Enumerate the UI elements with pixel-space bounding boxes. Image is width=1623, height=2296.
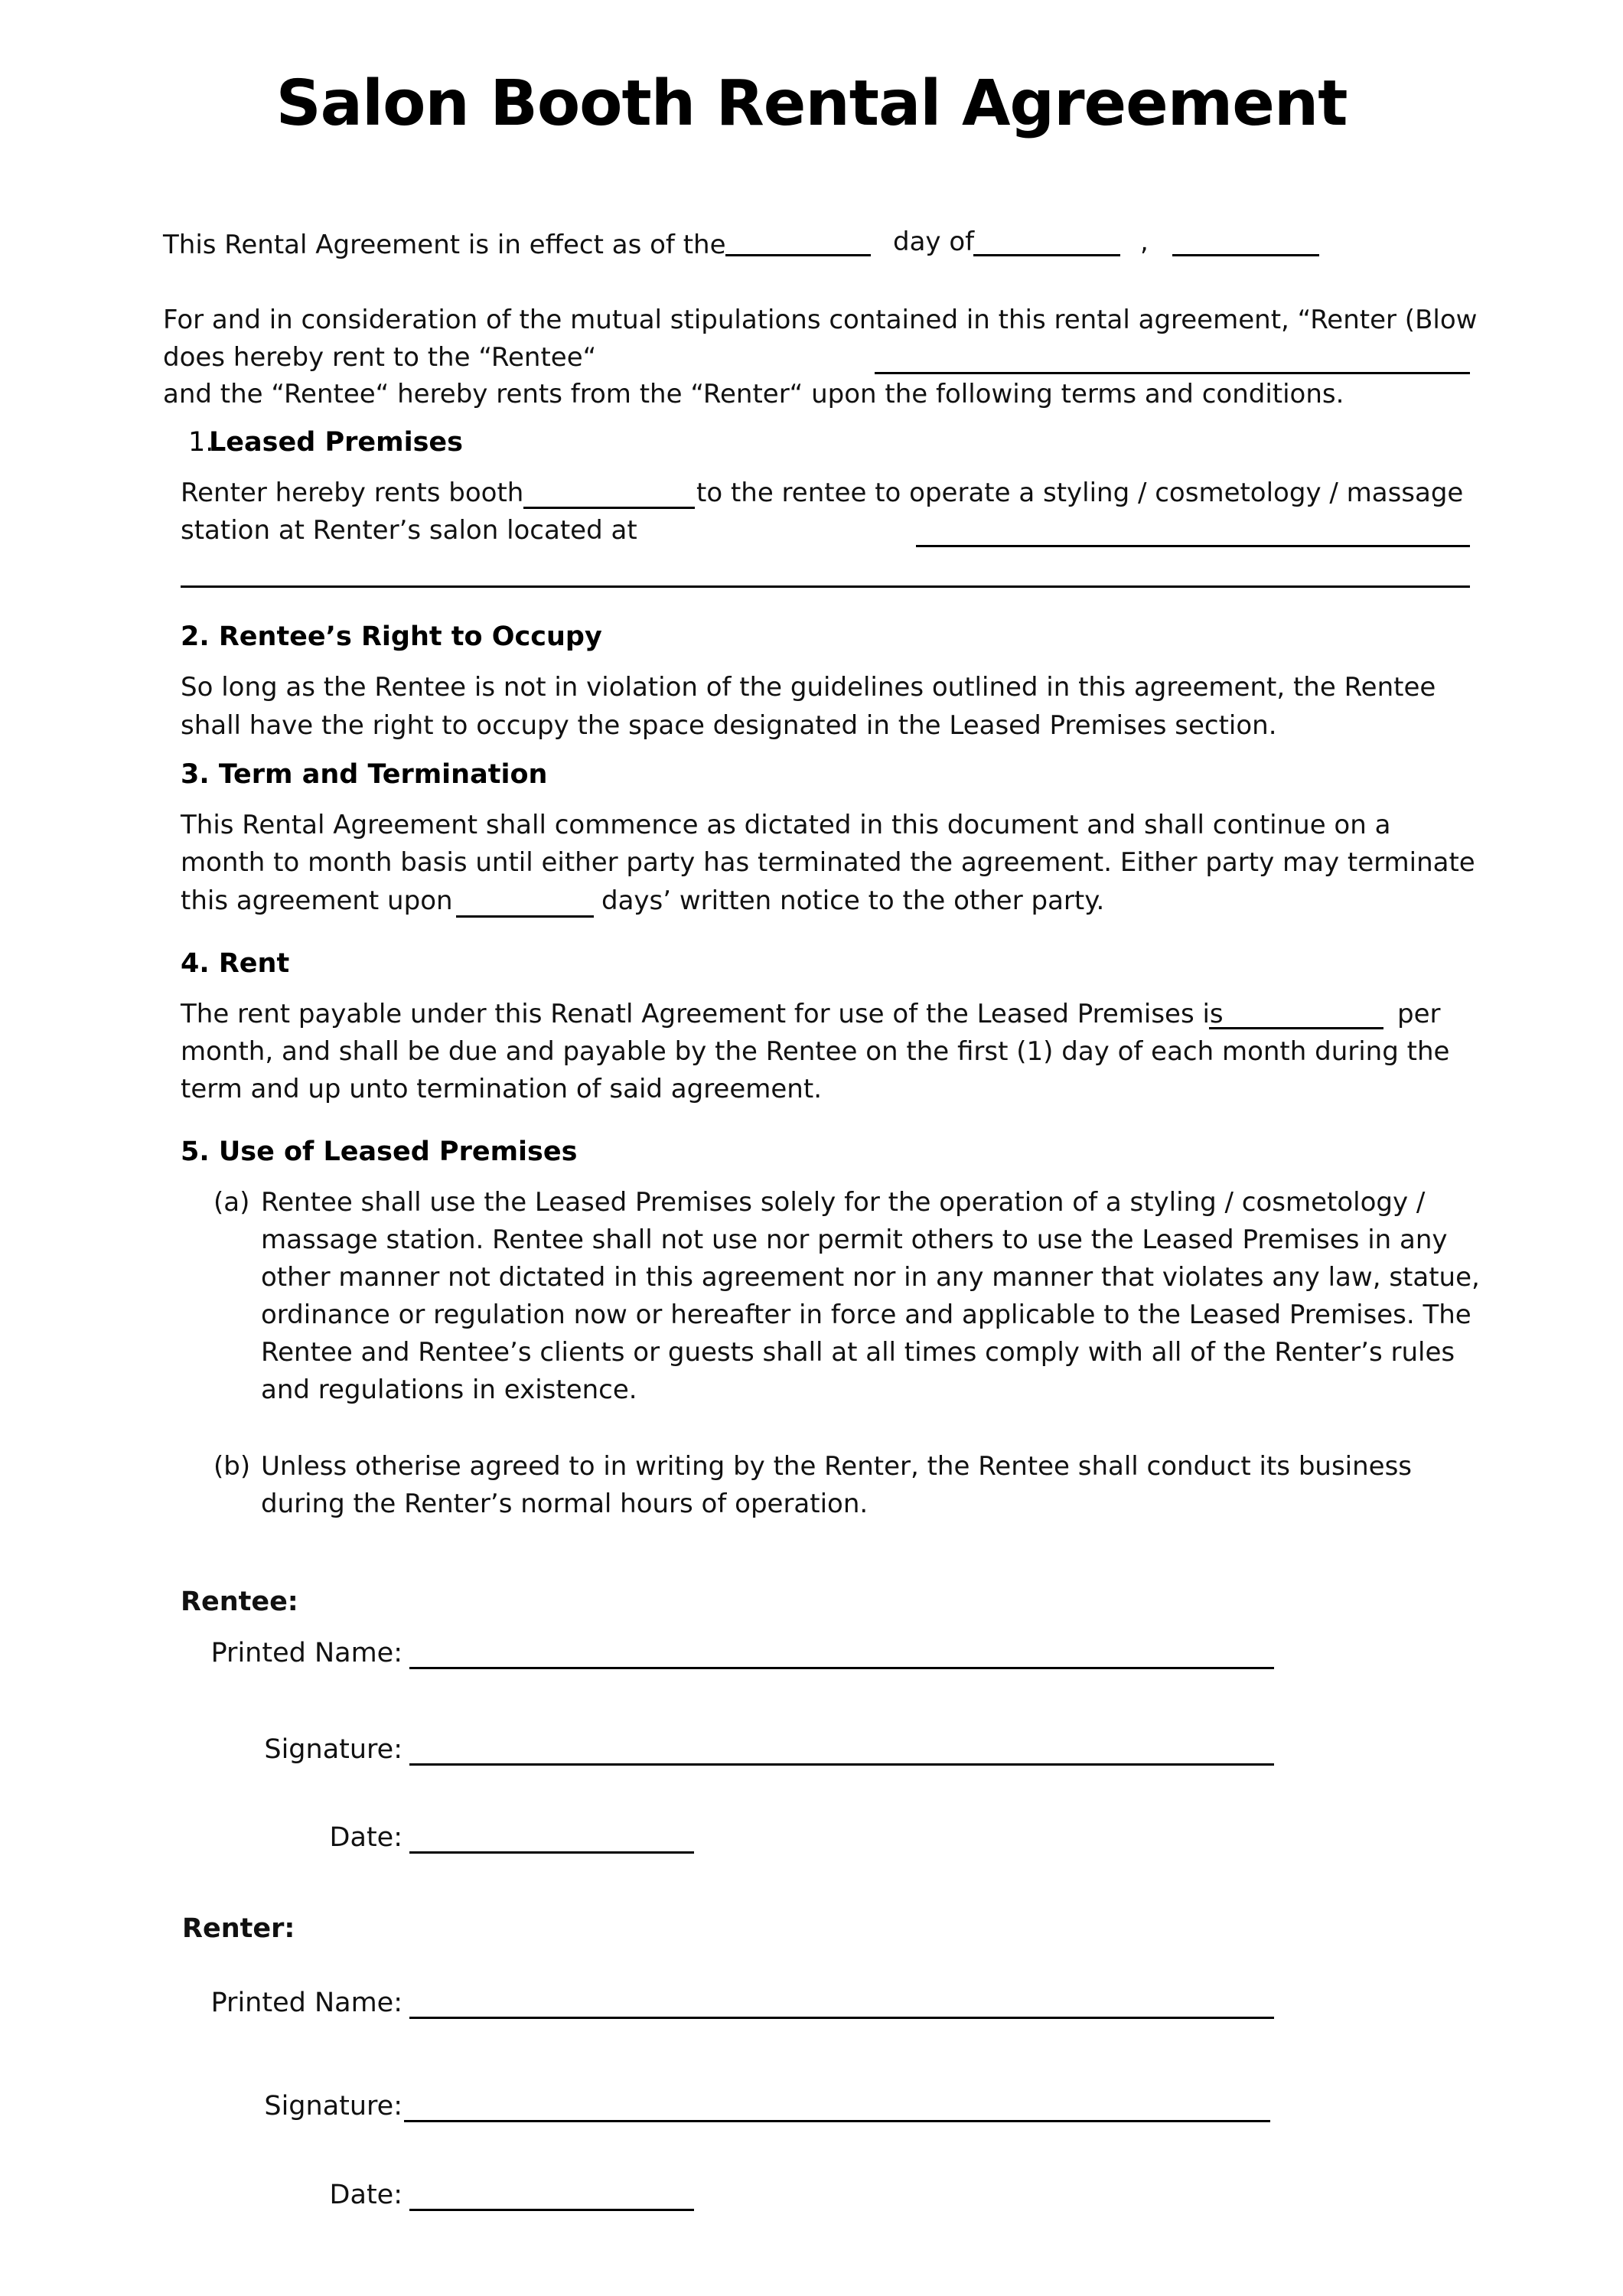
- section-2-heading: 2. Rentee’s Right to Occupy: [181, 621, 602, 652]
- consideration-line-2: does hereby rent to the “Rentee“: [163, 342, 597, 373]
- section-1-line-2: station at Renter’s salon located at: [181, 515, 637, 546]
- salon-address-blank-1[interactable]: [916, 545, 1470, 547]
- renter-printed-name-blank[interactable]: [409, 2017, 1274, 2019]
- renter-date-label: Date:: [329, 2180, 402, 2210]
- consideration-line-1: For and in consideration of the mutual stipulations contained in this rental agreement, “Renter (Blow: [163, 305, 1478, 335]
- section-1-line-1b: to the rentee to operate a styling / cosmetology / massage: [696, 478, 1464, 508]
- rentee-date-blank[interactable]: [409, 1851, 694, 1854]
- rentee-signature-label: Signature:: [264, 1734, 402, 1765]
- section-5b-line: during the Renter’s normal hours of operation.: [261, 1489, 869, 1519]
- section-4-line-2: month, and shall be due and payable by the Rentee on the first (1) day of each month during the: [181, 1036, 1450, 1067]
- section-2-line-2: shall have the right to occupy the space designated in the Leased Premises section.: [181, 710, 1277, 741]
- salon-address-blank-2[interactable]: [181, 585, 1470, 588]
- section-1-heading: Leased Premises: [209, 427, 463, 458]
- section-4-heading: 4. Rent: [181, 948, 290, 979]
- section-3-heading: 3. Term and Termination: [181, 759, 548, 790]
- section-5b-line: Unless otherise agreed to in writing by the Renter, the Rentee shall conduct its business: [261, 1451, 1413, 1482]
- renter-signature-blank[interactable]: [404, 2120, 1270, 2122]
- day-of-label: day of: [893, 227, 975, 257]
- section-1-number: 1.: [188, 427, 214, 458]
- rentee-name-blank[interactable]: [875, 372, 1470, 374]
- section-2-line-1: So long as the Rentee is not in violation of the guidelines outlined in this agreement, the Rentee: [181, 672, 1436, 703]
- renter-signature-label: Signature:: [264, 2091, 402, 2122]
- section-5a-line: Rentee and Rentee’s clients or guests shall at all times comply with all of the Renter’s rules: [261, 1337, 1455, 1368]
- document-title: Salon Booth Rental Agreement: [275, 67, 1348, 140]
- section-3-line-1: This Rental Agreement shall commence as dictated in this document and shall continue on a: [181, 810, 1391, 840]
- notice-days-blank[interactable]: [456, 915, 594, 918]
- rentee-printed-name-label: Printed Name:: [210, 1638, 402, 1668]
- section-3-line-2: month to month basis until either party has terminated the agreement. Either party may terminate: [181, 847, 1475, 878]
- section-4-line-3: term and up unto termination of said agreement.: [181, 1074, 822, 1104]
- rent-amount-blank[interactable]: [1209, 1027, 1383, 1029]
- effect-date-prefix: This Rental Agreement is in effect as of the: [163, 230, 726, 260]
- renter-date-blank[interactable]: [409, 2209, 694, 2211]
- date-comma: ,: [1140, 227, 1149, 257]
- rentee-signature-blank[interactable]: [409, 1763, 1274, 1766]
- renter-printed-name-label: Printed Name:: [210, 1988, 402, 2018]
- section-3-line-3a: this agreement upon: [181, 885, 453, 916]
- booth-number-blank[interactable]: [523, 507, 695, 509]
- rentee-section-label: Rentee:: [181, 1587, 298, 1617]
- consideration-line-3: and the “Rentee“ hereby rents from the “Renter“ upon the following terms and conditions.: [163, 379, 1344, 409]
- section-3-line-3b: days’ written notice to the other party.: [601, 885, 1105, 916]
- section-5a-line: other manner not dictated in this agreement nor in any manner that violates any law, statue,: [261, 1262, 1480, 1293]
- section-5a-line: Rentee shall use the Leased Premises solely for the operation of a styling / cosmetology /: [261, 1187, 1426, 1218]
- section-5-heading: 5. Use of Leased Premises: [181, 1137, 578, 1167]
- section-4-line-1a: The rent payable under this Renatl Agreement for use of the Leased Premises is: [181, 999, 1224, 1029]
- rentee-printed-name-blank[interactable]: [409, 1667, 1274, 1669]
- section-5a-line: and regulations in existence.: [261, 1375, 637, 1405]
- effect-month-blank[interactable]: [973, 254, 1120, 256]
- section-1-line-1a: Renter hereby rents booth: [181, 478, 524, 508]
- renter-section-label: Renter:: [182, 1913, 295, 1944]
- rentee-date-label: Date:: [329, 1822, 402, 1853]
- effect-year-blank[interactable]: [1172, 254, 1319, 256]
- section-5a-marker: (a): [213, 1187, 250, 1218]
- section-5a-line: massage station. Rentee shall not use nor permit others to use the Leased Premises in any: [261, 1225, 1448, 1255]
- section-4-line-1b: per: [1397, 999, 1441, 1029]
- section-5b-marker: (b): [213, 1451, 251, 1482]
- effect-day-blank[interactable]: [725, 254, 871, 256]
- section-5a-line: ordinance or regulation now or hereafter in force and applicable to the Leased Premises. The: [261, 1300, 1471, 1330]
